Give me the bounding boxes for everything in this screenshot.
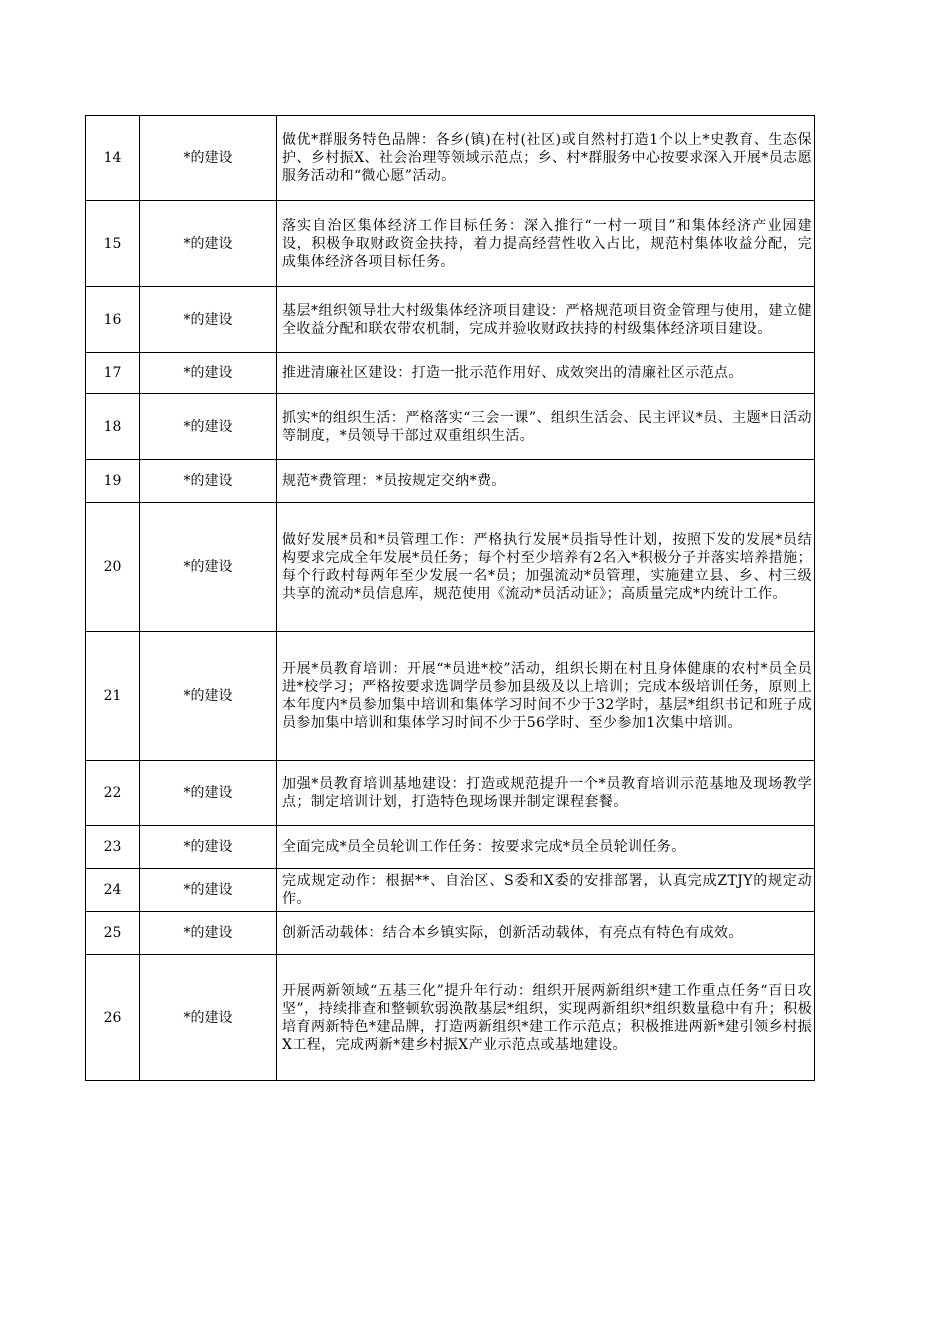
row-category: *的建设 [140,955,277,1081]
row-number: 14 [86,116,140,201]
row-content: 推进清廉社区建设：打造一批示范作用好、成效突出的清廉社区示范点。 [277,353,815,394]
row-number: 20 [86,503,140,632]
row-content: 创新活动载体：结合本乡镇实际，创新活动载体，有亮点有特色有成效。 [277,912,815,955]
table-row [86,116,815,201]
task-table [85,115,815,1081]
row-category: *的建设 [140,503,277,632]
row-content: 开展两新领域“五基三化”提升年行动：组织开展两新组织*建工作重点任务“百日攻坚”，持续排查和整顿软弱涣散基层*组织，实现两新组织*组织数量稳中有升；积极培育两新特色*建品牌，打造两新组织*建工作示范点；积极推进两新*建引领乡村振X工程，完成两新*建乡村振X产业示范点或基地建设。 [277,955,815,1081]
table-row [86,287,815,353]
row-number: 17 [86,353,140,394]
row-content: 完成规定动作：根据**、自治区、S委和X委的安排部署，认真完成ZTJY的规定动作。 [277,869,815,912]
table-row [86,632,815,761]
row-category: *的建设 [140,287,277,353]
table-row [86,460,815,503]
row-category: *的建设 [140,632,277,761]
row-number: 22 [86,761,140,826]
row-content: 做好发展*员和*员管理工作：严格执行发展*员指导性计划，按照下发的发展*员结构要求完成全年发展*员任务；每个村至少培养有2名入*积极分子并落实培养措施；每个行政村每两年至少发展一名*员；加强流动*员管理，实施建立县、乡、村三级共享的流动*员信息库，规范使用《流动*员活动证》；高质量完成*内统计工作。 [277,503,815,632]
row-content: 开展*员教育培训：开展“*员进*校”活动，组织长期在村且身体健康的农村*员全员进*校学习；严格按要求选调学员参加县级及以上培训；完成本级培训任务，原则上本年度内*员参加集中培训和集体学习时间不少于32学时，基层*组织书记和班子成员参加集中培训和集体学习时间不少于56学时、至少参加1次集中培训。 [277,632,815,761]
row-number: 23 [86,826,140,869]
row-number: 24 [86,869,140,912]
table-row [86,955,815,1081]
row-category: *的建设 [140,201,277,287]
row-number: 26 [86,955,140,1081]
row-category: *的建设 [140,826,277,869]
table-row [86,353,815,394]
table-row [86,394,815,460]
row-category: *的建设 [140,761,277,826]
row-content: 加强*员教育培训基地建设：打造或规范提升一个*员教育培训示范基地及现场教学点；制定培训计划，打造特色现场课并制定课程套餐。 [277,761,815,826]
row-category: *的建设 [140,353,277,394]
row-content: 基层*组织领导壮大村级集体经济项目建设：严格规范项目资金管理与使用，建立健全收益分配和联农带农机制，完成并验收财政扶持的村级集体经济项目建设。 [277,287,815,353]
table-row [86,826,815,869]
row-category: *的建设 [140,116,277,201]
row-number: 19 [86,460,140,503]
table-row [86,912,815,955]
table-row [86,869,815,912]
row-category: *的建设 [140,460,277,503]
row-content: 全面完成*员全员轮训工作任务：按要求完成*员全员轮训任务。 [277,826,815,869]
row-number: 16 [86,287,140,353]
row-number: 18 [86,394,140,460]
row-number: 25 [86,912,140,955]
row-number: 21 [86,632,140,761]
row-content: 规范*费管理：*员按规定交纳*费。 [277,460,815,503]
table-row [86,761,815,826]
row-category: *的建设 [140,394,277,460]
row-number: 15 [86,201,140,287]
row-category: *的建设 [140,912,277,955]
row-category: *的建设 [140,869,277,912]
table-row [86,503,815,632]
table-row [86,201,815,287]
row-content: 抓实*的组织生活：严格落实“三会一课”、组织生活会、民主评议*员、主题*日活动等制度，*员领导干部过双重组织生活。 [277,394,815,460]
row-content: 做优*群服务特色品牌：各乡(镇)在村(社区)或自然村打造1个以上*史教育、生态保护、乡村振X、社会治理等领域示范点；乡、村*群服务中心按要求深入开展*员志愿服务活动和“微心愿”活动。 [277,116,815,201]
row-content: 落实自治区集体经济工作目标任务：深入推行“一村一项目”和集体经济产业园建设，积极争取财政资金扶持，着力提高经营性收入占比，规范村集体收益分配，完成集体经济各项目标任务。 [277,201,815,287]
